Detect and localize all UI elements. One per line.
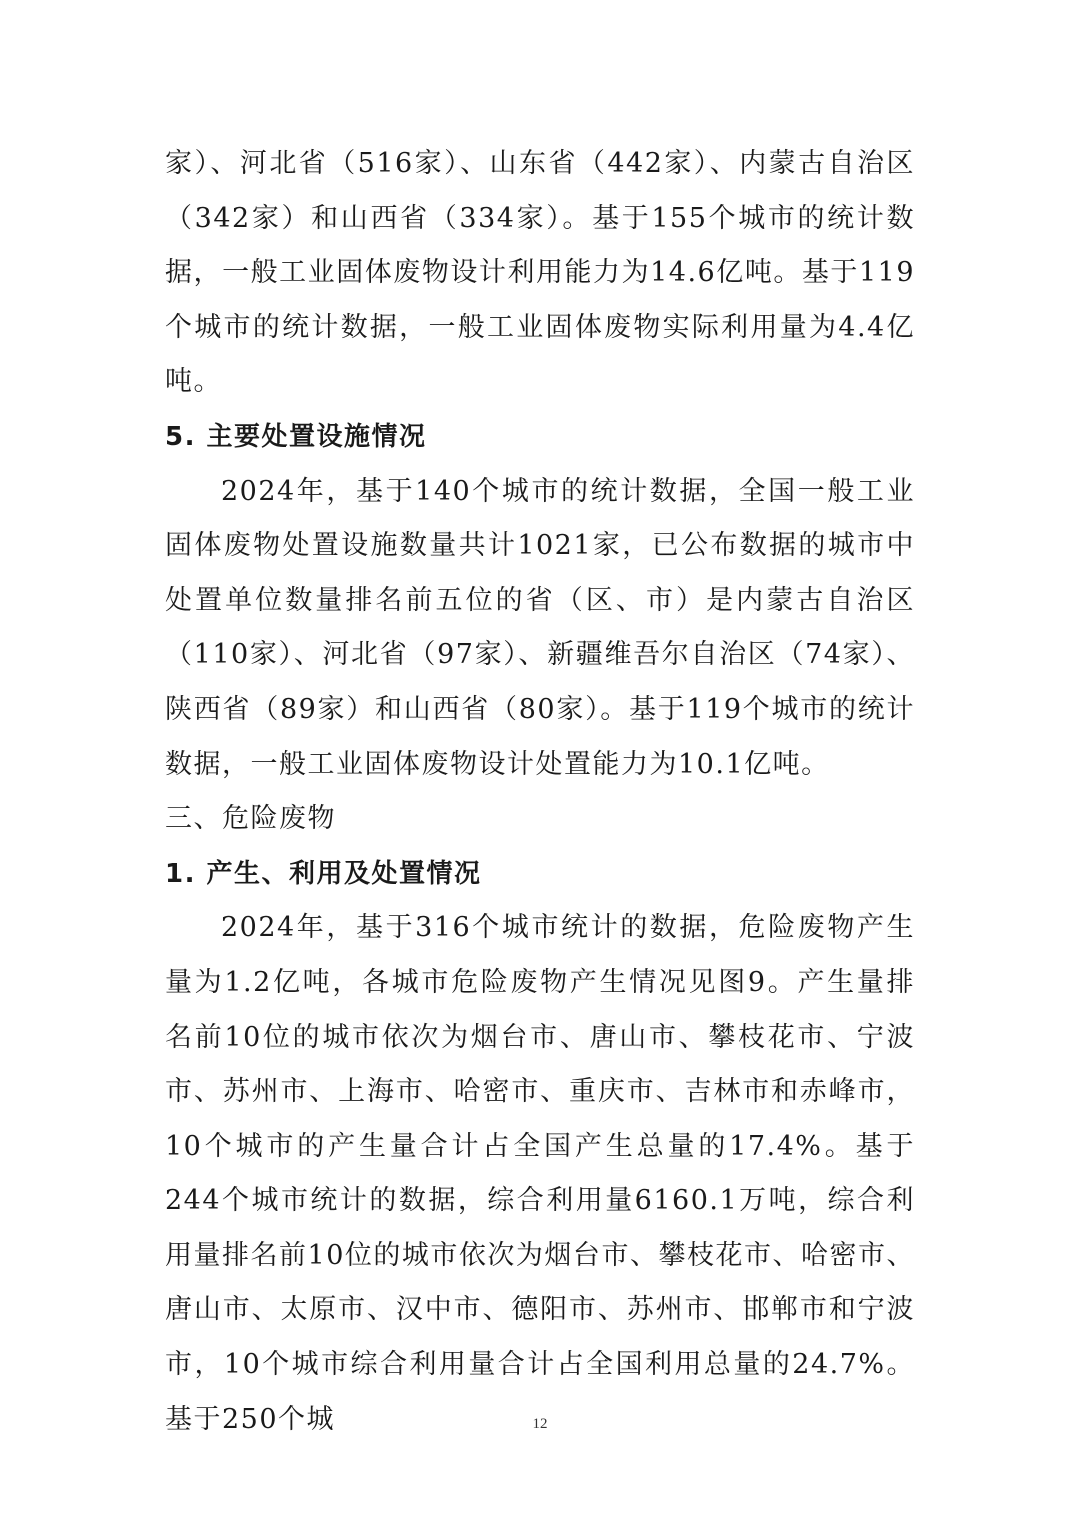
- subheading-generation-utilization: 1. 产生、利用及处置情况: [165, 858, 482, 889]
- page-content: [165, 137, 915, 1447]
- paragraph-hazardous-generation: 2024年，基于316个城市统计的数据，危险废物产生量为1.2亿吨，各城市危险废物产生情况见图9。产生量排名前10位的城市依次为烟台市、唐山市、攀枝花市、宁波市、苏州市、上海市、哈密市、重庆市、吉林市和赤峰市，10个城市的产生量合计占全国产生总量的17.4%。基于244个城市统计的数据，综合利用量6160.1万吨，综合利用量排名前10位的城市依次为烟台市、攀枝花市、哈密市、唐山市、太原市、汉中市、德阳市、苏州市、邯郸市和宁波市，10个城市综合利用量合计占全国利用总量的24.7%。基于250个城: [165, 912, 915, 1435]
- paragraph-disposal-facilities: 2024年，基于140个城市的统计数据，全国一般工业固体废物处置设施数量共计1021家，已公布数据的城市中处置单位数量排名前五位的省（区、市）是内蒙古自治区（110家）、河北省（97家）、新疆维吾尔自治区（74家）、陕西省（89家）和山西省（80家）。基于119个城市的统计数据，一般工业固体废物设计处置能力为10.1亿吨。: [165, 475, 915, 780]
- paragraph-utilization-continued: 家）、河北省（516家）、山东省（442家）、内蒙古自治区（342家）和山西省（334家）。基于155个城市的统计数据，一般工业固体废物设计利用能力为14.6亿吨。基于119个城市的统计数据，一般工业固体废物实际利用量为4.4亿吨。: [165, 148, 915, 398]
- section-heading-hazardous-waste: 三、危险废物: [165, 803, 336, 835]
- page-number: 12: [532, 1416, 548, 1432]
- subheading-disposal-facilities: 5. 主要处置设施情况: [165, 421, 427, 452]
